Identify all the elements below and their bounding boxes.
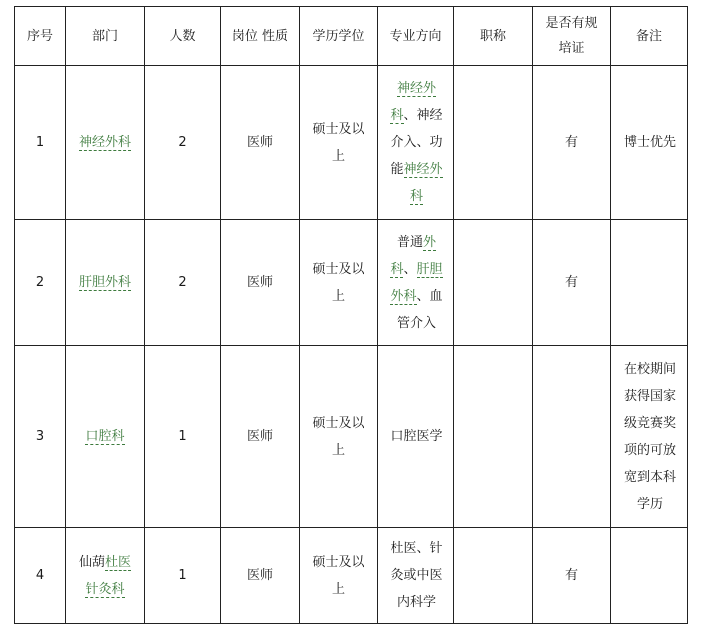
- cell-post: 医师: [221, 528, 300, 624]
- major-text: 、神经: [403, 108, 443, 123]
- cell-title: [454, 528, 533, 624]
- dept-link[interactable]: 口腔科: [85, 429, 125, 444]
- recruitment-table: [14, 6, 688, 624]
- remark-line: 学历: [636, 496, 663, 512]
- cell-dept: [66, 346, 145, 528]
- cell-no: 1: [15, 66, 66, 220]
- header-training-line: 培证: [558, 41, 585, 56]
- dept-link[interactable]: 神经外科: [78, 135, 131, 150]
- cell-count: 2: [145, 220, 221, 346]
- cell-title: [454, 220, 533, 346]
- cell-major: [378, 346, 454, 528]
- cell-training: 有: [533, 66, 611, 220]
- major-link[interactable]: 外科: [390, 288, 417, 304]
- dept-link[interactable]: 针灸科: [85, 581, 125, 597]
- dept-link[interactable]: 杜医: [105, 554, 132, 570]
- cell-post: 医师: [221, 220, 300, 346]
- remark-line: 项的可放: [623, 442, 676, 458]
- major-text: 管介入: [396, 315, 436, 331]
- cell-training: 有: [533, 528, 611, 624]
- major-text: 介入、功: [390, 135, 443, 150]
- degree-line: 上: [331, 581, 345, 597]
- header-row: [15, 7, 688, 66]
- table-row: [15, 528, 688, 624]
- cell-degree: [300, 66, 378, 220]
- degree-line: 硕士及以: [312, 121, 365, 137]
- major-text: 杜医、针: [390, 541, 443, 556]
- header-dept: 部门: [66, 7, 145, 66]
- remark-line: 级竞赛奖: [623, 415, 676, 431]
- cell-no: 3: [15, 346, 66, 528]
- major-link[interactable]: 科: [409, 189, 423, 204]
- header-no: 序号: [15, 7, 66, 66]
- major-text: 口腔医学: [390, 429, 443, 444]
- header-degree: 学历学位: [300, 7, 378, 66]
- cell-post: 医师: [221, 66, 300, 220]
- cell-remark: [611, 66, 688, 220]
- cell-remark: [611, 220, 688, 346]
- dept-text: 仙葫: [78, 554, 105, 570]
- table-row: [15, 66, 688, 220]
- cell-degree: [300, 346, 378, 528]
- cell-major: [378, 528, 454, 624]
- header-training-line: 是否有规: [545, 16, 598, 31]
- header-post: 岗位 性质: [221, 7, 300, 66]
- cell-no: 4: [15, 528, 66, 624]
- cell-title: [454, 66, 533, 220]
- cell-dept: [66, 528, 145, 624]
- cell-dept: [66, 220, 145, 346]
- remark-line: 博士优先: [623, 135, 676, 150]
- degree-line: 上: [331, 288, 345, 304]
- cell-count: 1: [145, 346, 221, 528]
- cell-training: [533, 346, 611, 528]
- cell-remark: [611, 346, 688, 528]
- cell-remark: [611, 528, 688, 624]
- remark-line: 获得国家: [623, 388, 676, 404]
- major-link[interactable]: 神经外: [396, 81, 436, 96]
- cell-dept: [66, 66, 145, 220]
- cell-major: [378, 66, 454, 220]
- major-text: 、血: [416, 288, 443, 304]
- cell-count: 1: [145, 528, 221, 624]
- degree-line: 上: [331, 148, 345, 164]
- degree-line: 上: [331, 442, 345, 458]
- major-link[interactable]: 科: [390, 108, 404, 123]
- major-text: 、: [403, 261, 417, 277]
- table-row: [15, 220, 688, 346]
- header-remark: 备注: [611, 7, 688, 66]
- major-text: 普通: [396, 234, 423, 250]
- major-text: 内科学: [396, 595, 436, 610]
- header-major: 专业方向: [378, 7, 454, 66]
- major-text: 灸或中医: [390, 568, 443, 583]
- cell-training: 有: [533, 220, 611, 346]
- dept-link[interactable]: 肝胆外科: [78, 275, 131, 290]
- header-count: 人数: [145, 7, 221, 66]
- degree-line: 硕士及以: [312, 415, 365, 431]
- cell-degree: [300, 528, 378, 624]
- cell-title: [454, 346, 533, 528]
- table-row: [15, 346, 688, 528]
- major-link[interactable]: 外: [423, 234, 437, 250]
- major-link[interactable]: 神经外: [403, 162, 443, 177]
- degree-line: 硕士及以: [312, 554, 365, 570]
- remark-line: 在校期间: [623, 361, 676, 377]
- cell-degree: [300, 220, 378, 346]
- cell-major: [378, 220, 454, 346]
- cell-post: 医师: [221, 346, 300, 528]
- cell-no: 2: [15, 220, 66, 346]
- major-text: 能: [390, 162, 404, 177]
- major-link[interactable]: 肝胆: [416, 261, 443, 277]
- header-title: 职称: [454, 7, 533, 66]
- header-training: [533, 7, 611, 66]
- degree-line: 硕士及以: [312, 261, 365, 277]
- cell-count: 2: [145, 66, 221, 220]
- remark-line: 宽到本科: [623, 469, 676, 485]
- major-link[interactable]: 科: [390, 261, 404, 277]
